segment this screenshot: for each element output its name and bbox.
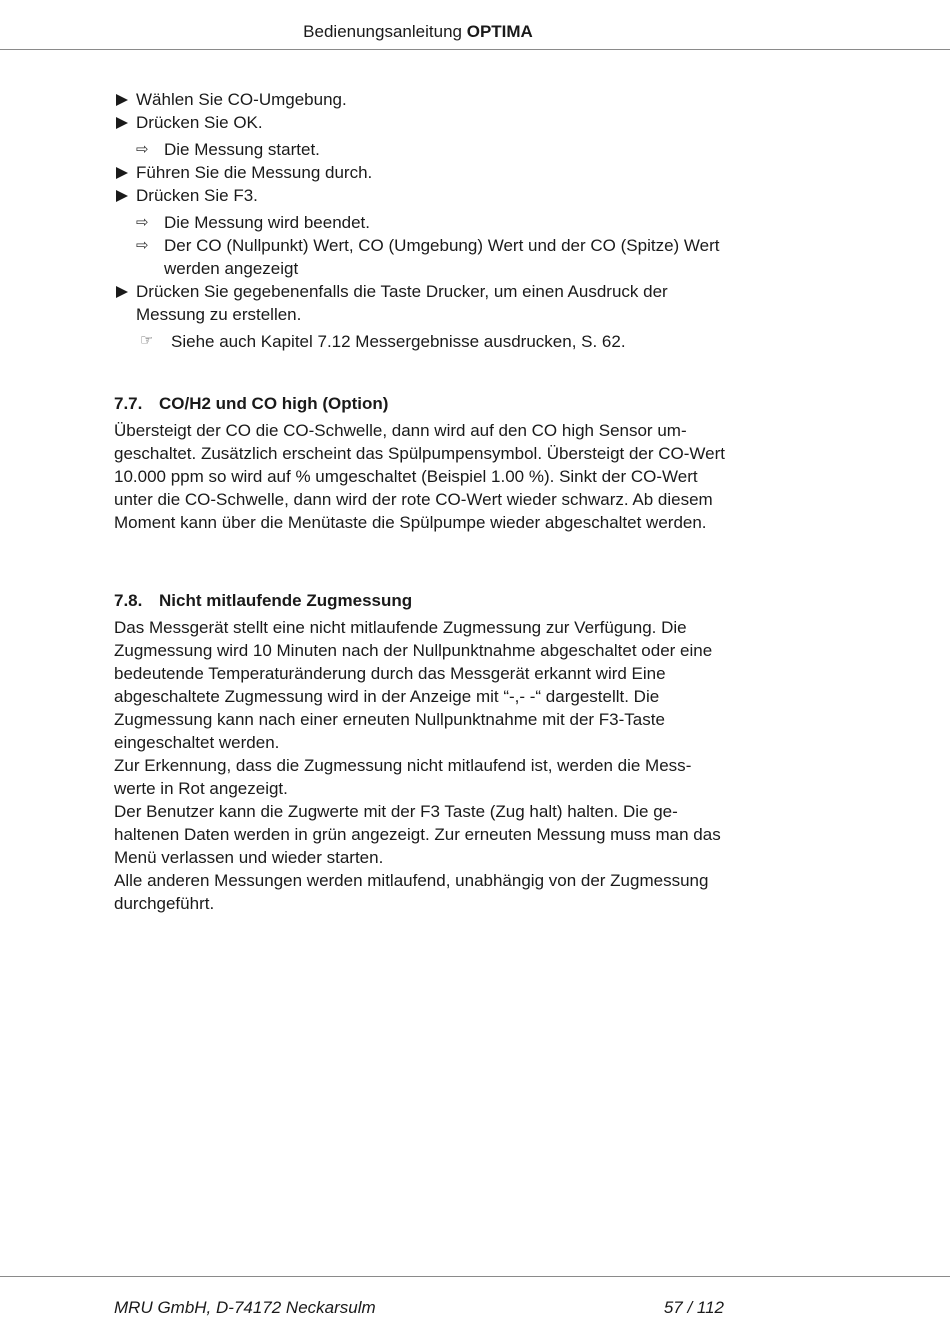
header-divider: [0, 49, 950, 50]
section-7-8: [114, 589, 726, 915]
section-paragraph: Alle anderen Messungen werden mitlaufend, unabhängig von der Zugmessung durchgeführt.: [114, 871, 709, 913]
section-paragraph: Das Messgerät stellt eine nicht mitlaufende Zugmessung zur Verfügung. Die Zugmessung wird 10 Minuten nach der Nullpunktnahme abgeschaltet oder eine bedeutende Temperaturänderung durch das Messgerät erkannt wird Eine abgeschaltete Zugmessung wird in der Anzeige mit “-,- -“ dargestellt. Die Zugmessung kann nach einer erneuten Nullpunktnahme mit der F3-Taste eingeschaltet werden.: [114, 618, 713, 752]
instruction-result: ⇨ Die Messung startet.: [136, 140, 320, 159]
page-header: [0, 22, 836, 42]
triangle-right-icon: [116, 94, 128, 106]
page-number: 57 / 112: [663, 1298, 724, 1317]
footer-divider: [0, 1276, 950, 1277]
triangle-right-icon: [116, 167, 128, 179]
section-paragraph: Übersteigt der CO die CO-Schwelle, dann wird auf den CO high Sensor umgeschaltet. Zusätzlich erscheint das Spülpumpensymbol. Übersteigt der CO-Wert 10.000 ppm so wird auf % umgeschaltet (Beispiel 1.00 %). Sinkt der CO-Wert unter die CO-Schwelle, dann wird der rote CO-Wert wieder schwarz. Ab diesem Moment kann über die Menütaste die Spülpumpe wieder abgeschaltet werden.: [114, 421, 726, 532]
outline-arrow-right-icon: ⇨: [136, 237, 149, 254]
header-product-name: OPTIMA: [466, 22, 533, 41]
cross-reference: ☞ Siehe auch Kapitel 7.12 Messergebnisse ausdrucken, S. 62.: [114, 330, 726, 353]
triangle-right-icon: [116, 190, 128, 202]
pointing-hand-icon: ☞: [140, 332, 154, 349]
instruction-step: Drücken Sie gegebenenfalls die Taste Drucker, um einen Ausdruck der Messung zu erstellen.: [114, 280, 726, 326]
instruction-step: Drücken Sie OK.: [114, 111, 726, 134]
page-content: [114, 88, 726, 915]
instruction-step: Führen Sie die Messung durch.: [114, 161, 726, 184]
section-paragraph: Zur Erkennung, dass die Zugmessung nicht mitlaufend ist, werden die Messwerte in Rot angezeigt.: [114, 756, 692, 798]
section-paragraph: Der Benutzer kann die Zugwerte mit der F3 Taste (Zug halt) halten. Die gehaltenen Daten werden in grün angezeigt. Zur erneuten Messung muss man das Menü verlassen und wieder starten.: [114, 802, 721, 867]
section-title: Nicht mitlaufende Zugmessung: [159, 591, 413, 610]
header-title-prefix: Bedienungsanleitung: [303, 22, 462, 41]
instruction-list: [114, 88, 726, 353]
instruction-step: Drücken Sie F3.: [114, 184, 726, 207]
triangle-right-icon: [116, 286, 128, 298]
instruction-step: Wählen Sie CO-Umgebung.: [114, 88, 726, 111]
outline-arrow-right-icon: ⇨: [136, 214, 149, 231]
section-title: CO/H2 und CO high (Option): [159, 394, 389, 413]
section-number: 7.7.: [114, 394, 143, 413]
section-number: 7.8.: [114, 591, 143, 610]
section-heading: [114, 589, 726, 612]
instruction-result: ⇨ Der CO (Nullpunkt) Wert, CO (Umgebung) Wert und der CO (Spitze) Wert werden angezeigt: [136, 236, 720, 278]
section-heading: [114, 392, 726, 415]
outline-arrow-right-icon: ⇨: [136, 141, 149, 158]
section-7-7: [114, 392, 726, 534]
instruction-result: ⇨ Die Messung wird beendet.: [136, 213, 371, 232]
footer-company: MRU GmbH, D-74172 Neckarsulm: [114, 1298, 376, 1317]
triangle-right-icon: [116, 117, 128, 129]
